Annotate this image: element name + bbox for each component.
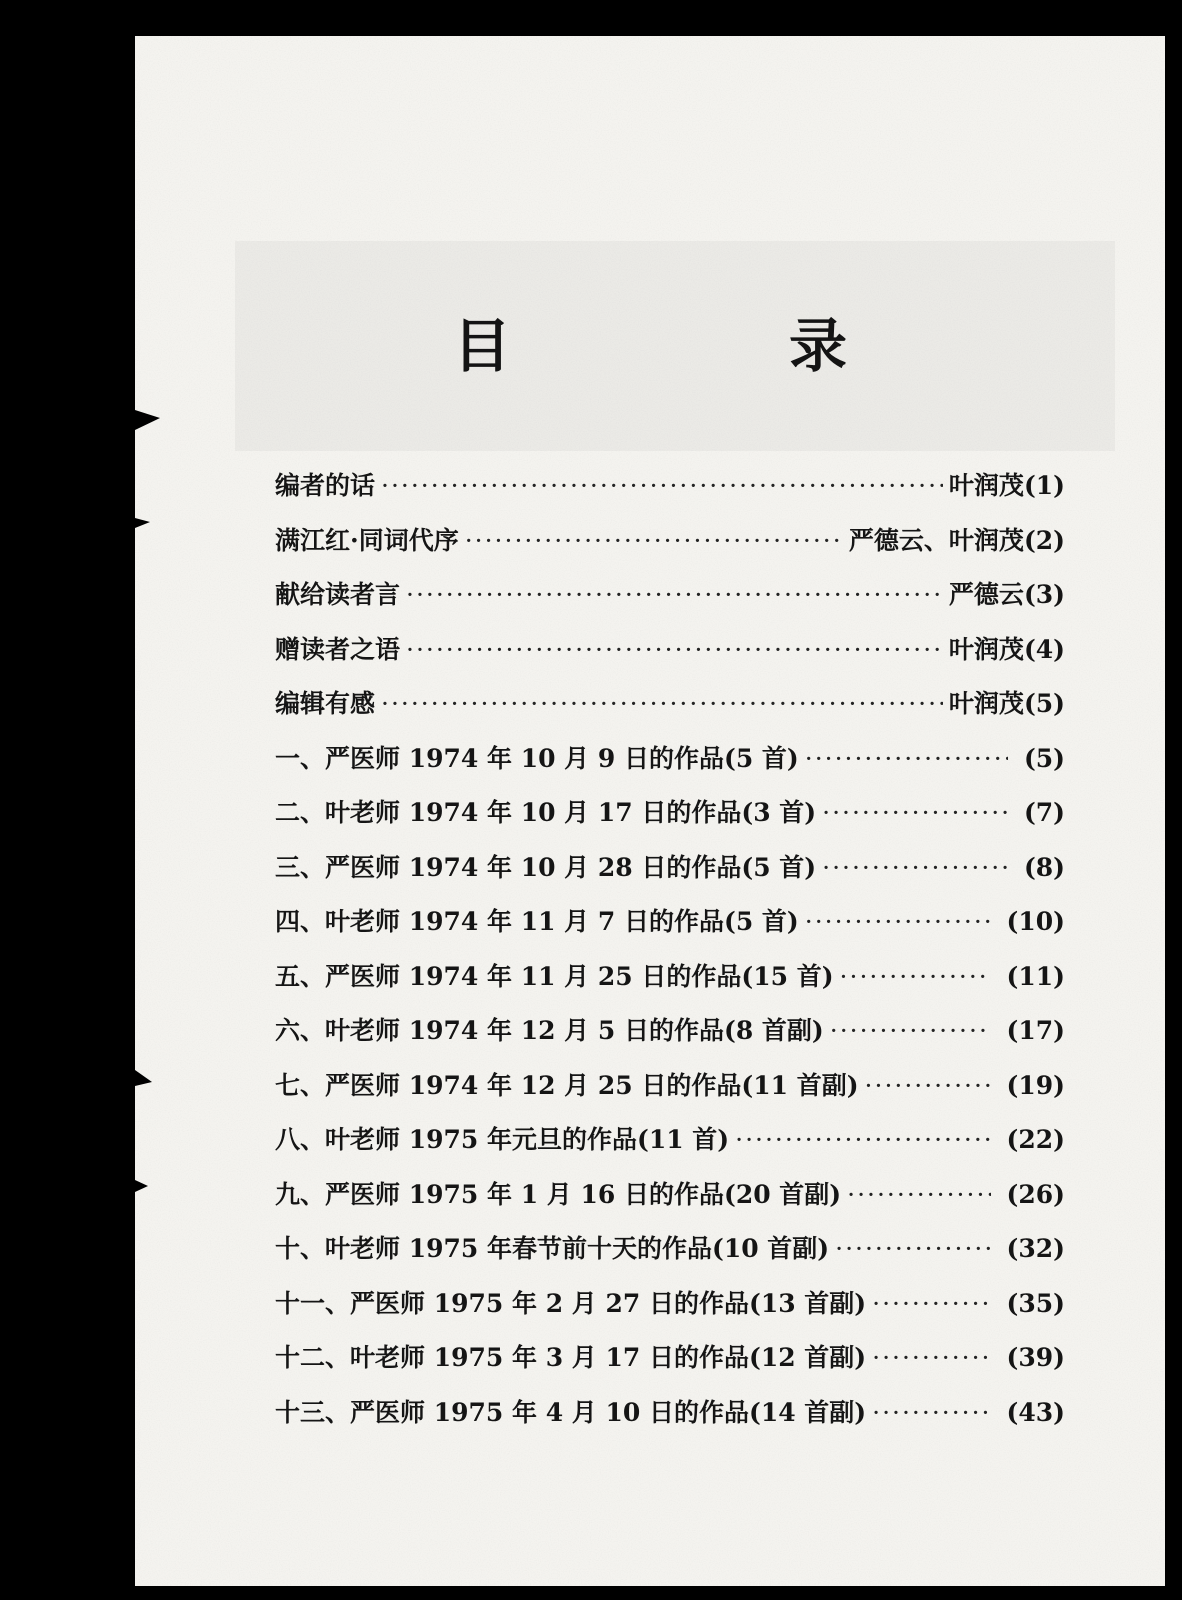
toc-entry-title: 六、叶老师 1974 年 12 月 5 日的作品(8 首副) xyxy=(275,1016,824,1045)
toc-entry-author: 叶润茂 xyxy=(948,471,1024,500)
toc-entry xyxy=(275,521,1065,576)
toc-entry xyxy=(275,630,1065,685)
toc-entry-author: 叶润茂 xyxy=(948,689,1024,718)
toc-entry xyxy=(275,1338,1065,1393)
toc-entry-title: 十、叶老师 1975 年春节前十天的作品(10 首副) xyxy=(275,1234,830,1263)
toc-entry xyxy=(275,848,1065,903)
toc-dot-leader xyxy=(872,1398,990,1427)
toc-dot-leader xyxy=(830,1016,991,1045)
toc-entry-title: 编者的话 xyxy=(275,471,376,500)
toc-dot-leader xyxy=(406,635,943,664)
toc-entry-author: 严德云 xyxy=(948,580,1024,609)
toc-dot-leader xyxy=(865,1071,991,1100)
toc-entry-page-number: (1) xyxy=(1023,471,1065,500)
document-page xyxy=(135,36,1165,1586)
toc-dot-leader xyxy=(872,1343,990,1372)
toc-dot-leader xyxy=(835,1234,990,1263)
toc-entry-page-number: (22) xyxy=(1006,1125,1065,1154)
toc-entry-author: 叶润茂 xyxy=(948,634,1024,664)
toc-entry-page-number: (35) xyxy=(1006,1288,1065,1318)
toc-dot-leader xyxy=(872,1289,990,1318)
toc-entry-title: 九、严医师 1975 年 1 月 16 日的作品(20 首副) xyxy=(275,1179,842,1209)
toc-entry xyxy=(275,902,1065,957)
toc-dot-leader xyxy=(847,1180,990,1209)
toc-dot-leader xyxy=(822,798,1008,827)
toc-dot-leader xyxy=(735,1125,990,1154)
toc-entry-page-number: (3) xyxy=(1023,580,1065,609)
toc-entry-title: 五、严医师 1974 年 11 月 25 日的作品(15 首) xyxy=(275,961,834,991)
toc-entry-page-number: (5) xyxy=(1023,689,1065,718)
toc-entry xyxy=(275,1175,1065,1230)
toc-entry-author: 严德云、叶润茂 xyxy=(848,525,1024,555)
toc-dot-leader xyxy=(465,526,843,555)
toc-entry xyxy=(275,739,1065,794)
toc-entry xyxy=(275,1120,1065,1175)
toc-entry-page-number: (17) xyxy=(1006,1016,1065,1045)
toc-entry-page-number: (26) xyxy=(1006,1179,1065,1209)
toc-entry-title: 七、严医师 1974 年 12 月 25 日的作品(11 首副) xyxy=(275,1070,859,1100)
toc-entry-page-number: (32) xyxy=(1006,1234,1065,1263)
toc-entry xyxy=(275,1393,1065,1448)
table-of-contents xyxy=(275,466,1065,1447)
toc-entry-title: 三、严医师 1974 年 10 月 28 日的作品(5 首) xyxy=(275,852,817,882)
toc-entry-page-number: (7) xyxy=(1023,798,1065,827)
toc-entry xyxy=(275,793,1065,848)
toc-dot-leader xyxy=(805,907,991,936)
toc-entry xyxy=(275,684,1065,739)
toc-dot-leader xyxy=(381,689,943,718)
toc-entry xyxy=(275,1066,1065,1121)
toc-entry-title: 八、叶老师 1975 年元旦的作品(11 首) xyxy=(275,1125,730,1154)
toc-entry-page-number: (5) xyxy=(1023,743,1065,773)
toc-entry-title: 满江红·同词代序 xyxy=(275,525,459,555)
toc-entry xyxy=(275,575,1065,630)
toc-entry-page-number: (4) xyxy=(1023,634,1065,664)
toc-dot-leader xyxy=(805,744,1008,773)
toc-entry xyxy=(275,1229,1065,1284)
toc-entry-title: 一、严医师 1974 年 10 月 9 日的作品(5 首) xyxy=(275,743,799,773)
toc-dot-leader xyxy=(406,580,943,609)
toc-entry-title: 十三、严医师 1975 年 4 月 10 日的作品(14 首副) xyxy=(275,1397,867,1427)
toc-entry-page-number: (8) xyxy=(1023,852,1065,882)
toc-entry xyxy=(275,466,1065,521)
toc-entry-page-number: (43) xyxy=(1006,1397,1065,1427)
toc-entry-title: 四、叶老师 1974 年 11 月 7 日的作品(5 首) xyxy=(275,907,799,936)
toc-entry xyxy=(275,1284,1065,1339)
toc-entry-page-number: (11) xyxy=(1006,961,1065,991)
toc-entry-title: 编辑有感 xyxy=(275,689,376,718)
toc-entry-title: 十一、严医师 1975 年 2 月 27 日的作品(13 首副) xyxy=(275,1288,867,1318)
toc-entry xyxy=(275,957,1065,1012)
toc-entry-page-number: (19) xyxy=(1006,1070,1065,1100)
toc-dot-leader xyxy=(840,962,991,991)
toc-entry-title: 献给读者言 xyxy=(275,580,401,609)
toc-entry xyxy=(275,1011,1065,1066)
toc-dot-leader xyxy=(822,853,1008,882)
page-title: 目 录 xyxy=(452,312,957,380)
toc-entry-title: 十二、叶老师 1975 年 3 月 17 日的作品(12 首副) xyxy=(275,1343,867,1372)
toc-entry-title: 赠读者之语 xyxy=(275,634,401,664)
toc-entry-title: 二、叶老师 1974 年 10 月 17 日的作品(3 首) xyxy=(275,798,817,827)
toc-entry-page-number: (10) xyxy=(1006,907,1065,936)
toc-entry-page-number: (39) xyxy=(1006,1343,1065,1372)
toc-dot-leader xyxy=(381,471,943,500)
toc-entry-page-number: (2) xyxy=(1023,525,1065,555)
